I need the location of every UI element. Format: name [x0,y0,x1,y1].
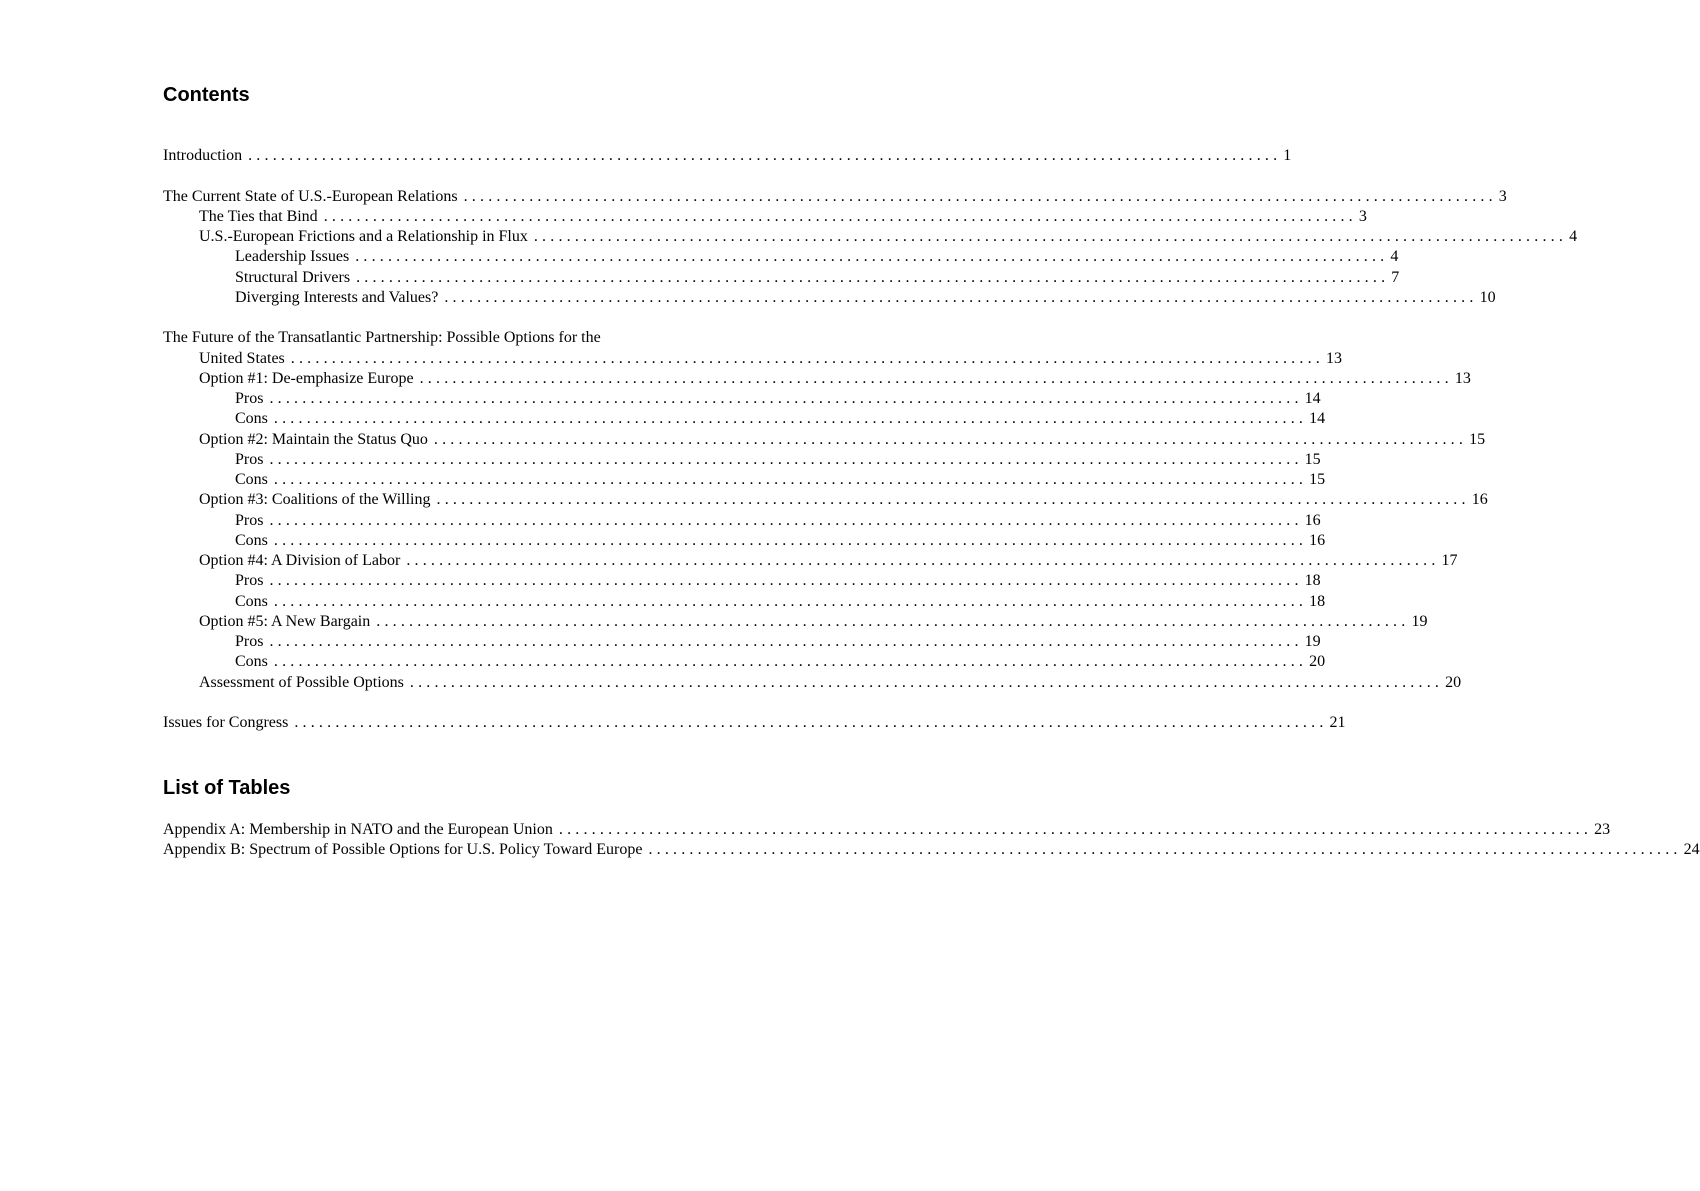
toc-entry-page: 7 [1391,268,1400,286]
dot-leader: .............................................................................................................................. [248,147,1282,164]
toc-entry[interactable] [163,551,1458,571]
dot-leader: .............................................................................................................................. [273,531,1308,549]
toc-entry[interactable] [163,146,1292,166]
toc-entry[interactable] [163,592,1326,612]
table-entry-page: 24 [1683,841,1700,859]
dot-leader: .............................................................................................................................. [436,491,1470,509]
toc-entry-title: Assessment of Possible Options [199,673,404,691]
toc-entry-title: Option #3: Coalitions of the Willing [199,491,431,509]
toc-entry[interactable] [163,187,1507,207]
table-entry-title: Appendix B: Spectrum of Possible Options for U.S. Policy Toward Europe [163,841,643,859]
dot-leader: .............................................................................................................................. [355,248,1389,266]
toc-entry[interactable] [163,490,1488,510]
toc-entry[interactable] [163,227,1578,247]
toc-entry[interactable] [163,288,1496,308]
toc-entry[interactable] [163,652,1326,672]
toc-entry-page: 17 [1441,552,1458,569]
table-entry[interactable] [163,820,1611,840]
dot-leader: .............................................................................................................................. [356,268,1390,286]
toc-entry-title: Diverging Interests and Values? [235,288,439,306]
toc-entry-page: 10 [1479,288,1496,306]
toc-entry-page: 1 [1283,147,1292,164]
dot-leader: .............................................................................................................................. [290,349,1324,367]
toc-entry[interactable] [163,369,1471,389]
dot-leader: .............................................................................................................................. [433,430,1468,448]
dot-leader: .............................................................................................................................. [409,673,1444,691]
dot-leader: .............................................................................................................................. [273,653,1308,671]
toc-entry-page: 20 [1445,673,1462,691]
toc-entry[interactable] [163,470,1326,490]
toc-entry[interactable] [163,511,1321,531]
toc-entry-title: Structural Drivers [235,268,351,286]
toc-entry-page: 3 [1498,187,1507,205]
toc-entry-title: U.S.-European Frictions and a Relationship in Flux [199,228,528,245]
toc-entry-page: 15 [1304,450,1321,468]
toc-entry-title: Option #2: Maintain the Status Quo [199,430,428,448]
toc-entry-title: The Current State of U.S.-European Relations [163,187,458,205]
table-entry-title: Appendix A: Membership in NATO and the European Union [163,821,553,838]
toc-entry-page: 13 [1454,369,1471,387]
toc-entry-page: 15 [1309,471,1326,488]
toc-entry[interactable] [163,632,1321,652]
dot-leader: .............................................................................................................................. [648,841,1682,859]
toc-entry[interactable] [163,349,1342,369]
toc-entry-title: Issues for Congress [163,714,289,731]
dot-leader: .............................................................................................................................. [558,821,1593,838]
dot-leader: .............................................................................................................................. [273,471,1308,488]
dot-leader: .............................................................................................................................. [269,511,1303,529]
toc-entry-title: Option #5: A New Bargain [199,612,371,630]
toc-entry-title: Leadership Issues [235,248,350,266]
dot-leader: .............................................................................................................................. [269,633,1303,650]
toc-entry-page: 18 [1309,592,1326,610]
toc-entry-title: Pros [235,390,264,407]
toc-entry-page: 19 [1304,633,1321,650]
toc-entry-page: 4 [1390,248,1399,266]
table-entry-page: 23 [1594,821,1611,838]
toc-entry-page: 16 [1471,491,1488,509]
toc-entry[interactable] [163,531,1326,551]
toc-entry-page: 3 [1358,207,1367,225]
list-of-tables-heading: List of Tables [163,777,291,799]
toc-entry[interactable] [163,713,1346,733]
dot-leader: .............................................................................................................................. [273,592,1308,610]
toc-entry[interactable] [163,673,1462,693]
toc-entry-page: 14 [1309,410,1326,428]
toc-entry[interactable] [163,571,1321,591]
toc-entry[interactable] [163,389,1321,409]
toc-entry-title: Pros [235,511,264,529]
dot-leader: .............................................................................................................................. [463,187,1497,205]
dot-leader: .............................................................................................................................. [533,228,1568,245]
toc-entry[interactable] [163,247,1399,267]
contents-heading: Contents [163,84,250,106]
dot-leader: .............................................................................................................................. [444,288,1478,306]
dot-leader: .............................................................................................................................. [273,410,1308,428]
dot-leader: .............................................................................................................................. [376,612,1410,630]
toc-entry-page: 21 [1329,714,1346,731]
toc-entry-title: Option #1: De-emphasize Europe [199,369,414,387]
toc-entry-title: Pros [235,633,264,650]
toc-entry-page: 16 [1309,531,1326,549]
toc-entry-title: Introduction [163,147,243,164]
toc-entry[interactable] [163,409,1326,429]
toc-entry-page: 14 [1304,390,1321,407]
dot-leader: .............................................................................................................................. [294,714,1328,731]
toc-entry-page: 13 [1325,349,1342,367]
dot-leader: .............................................................................................................................. [269,450,1303,468]
toc-entry[interactable] [163,612,1428,632]
tables-list [163,820,1700,861]
toc-entry-title: Pros [235,450,264,468]
dot-leader: .............................................................................................................................. [269,572,1303,590]
toc-entry-title: Cons [235,592,268,610]
toc-entry-title-line2: United States [199,349,285,367]
dot-leader: .............................................................................................................................. [269,390,1303,407]
toc-entry[interactable] [163,207,1367,227]
toc-entry-page: 18 [1304,572,1321,590]
toc-entry-page: 16 [1304,511,1321,529]
toc-entry-page: 19 [1411,612,1428,630]
toc-entry-page: 4 [1569,228,1578,245]
toc-entry-title: Cons [235,471,268,488]
toc-entry-title-line1[interactable]: The Future of the Transatlantic Partnership: Possible Options for the [163,329,601,347]
toc-entry[interactable] [163,430,1486,450]
toc-entry-title: Option #4: A Division of Labor [199,552,401,569]
dot-leader: .............................................................................................................................. [419,369,1453,387]
contents-list [163,146,1578,733]
dot-leader: .............................................................................................................................. [406,552,1440,569]
toc-entry-title: Cons [235,531,268,549]
toc-entry-page: 20 [1309,653,1326,671]
toc-entry[interactable] [163,268,1400,288]
toc-entry-title: Cons [235,653,268,671]
toc-entry-title: The Ties that Bind [199,207,318,225]
table-entry[interactable] [163,840,1700,860]
toc-entry-title: Pros [235,572,264,590]
toc-entry-page: 15 [1469,430,1486,448]
dot-leader: .............................................................................................................................. [323,207,1357,225]
toc-entry-title: Cons [235,410,268,428]
toc-entry[interactable] [163,450,1321,470]
